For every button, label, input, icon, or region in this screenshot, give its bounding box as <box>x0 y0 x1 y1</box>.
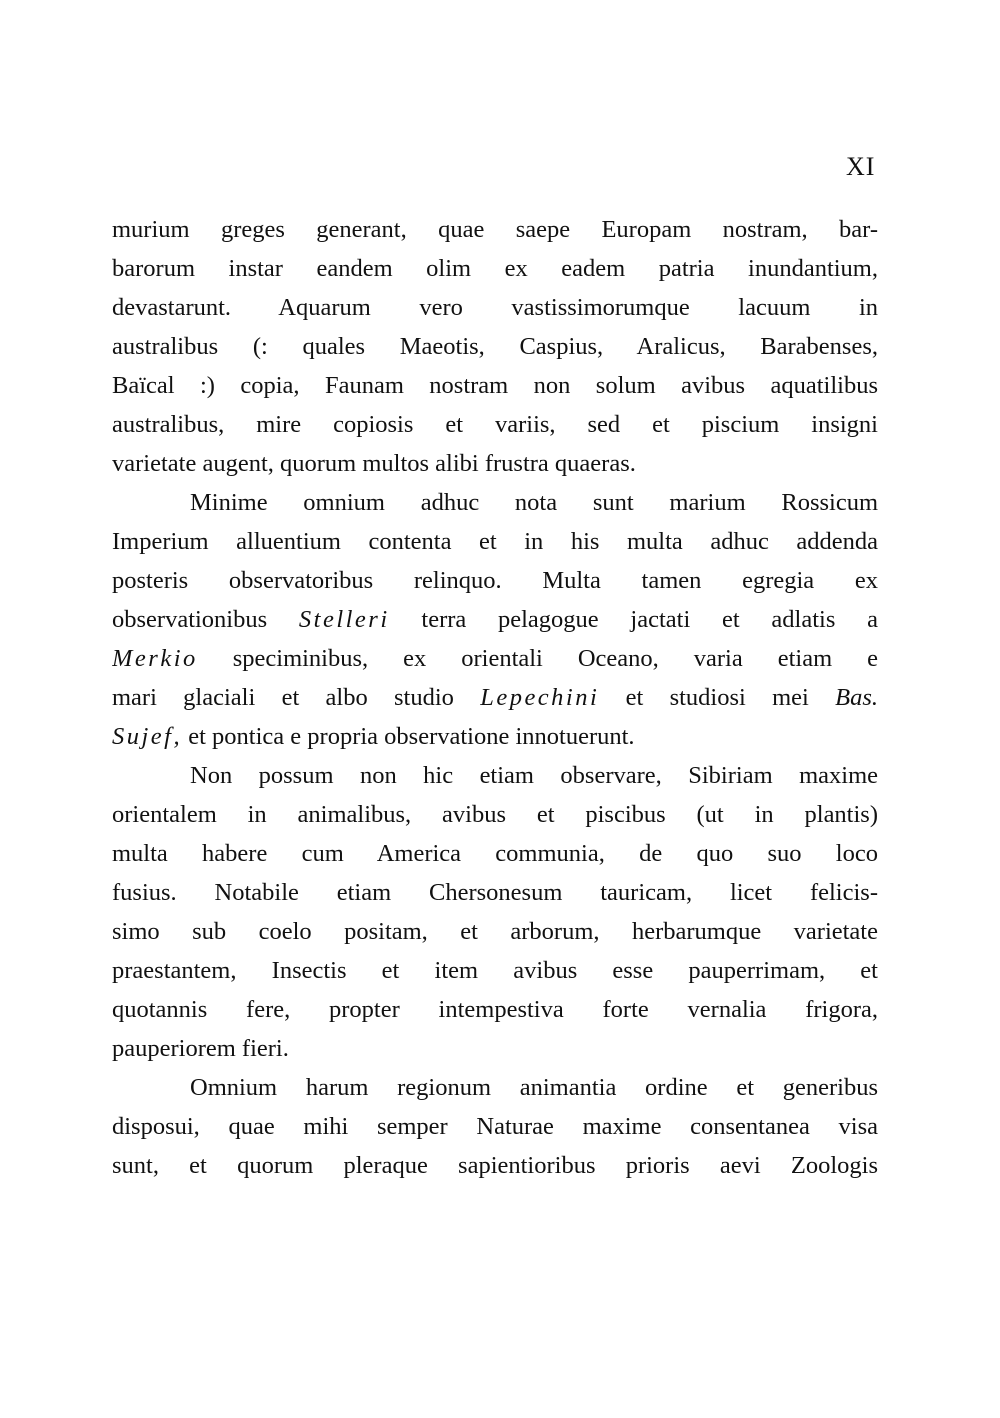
text-line: praestantem, Insectis et item avibus esse pauperrimam, et <box>112 957 878 984</box>
text-line: Baïcal :) copia, Faunam nostram non solum avibus aquatilibus <box>112 372 878 399</box>
emphasized-name: Bas. <box>835 684 878 711</box>
emphasized-name: Merkio <box>112 645 198 672</box>
line-text: observationibus <box>112 606 299 633</box>
paragraph-start-line: Non possum non hic etiam observare, Sibiriam maxime <box>190 762 878 789</box>
line-text: mari glaciali et albo studio <box>112 684 481 711</box>
text-line: murium greges generant, quae saepe Europam nostram, bar- <box>112 216 878 243</box>
text-line: pauperiorem fieri. <box>112 1035 289 1062</box>
paragraph-start-line: Minime omnium adhuc nota sunt marium Rossicum <box>190 489 878 516</box>
text-line: multa habere cum America communia, de quo suo loco <box>112 840 878 867</box>
text-line: varietate augent, quorum multos alibi frustra quaeras. <box>112 450 636 477</box>
line-text: et studiosi mei <box>599 684 836 711</box>
emphasized-name: Lepechini <box>480 684 600 711</box>
text-line: Imperium alluentium contenta et in his multa adhuc addenda <box>112 528 878 555</box>
text-line <box>112 600 878 639</box>
text-line <box>112 717 878 756</box>
emphasized-name: Stelleri <box>298 606 390 633</box>
text-line: devastarunt. Aquarum vero vastissimorumque lacuum in <box>112 294 878 321</box>
text-line: australibus (: quales Maeotis, Caspius, Aralicus, Barabenses, <box>112 333 878 360</box>
text-line: sunt, et quorum pleraque sapientioribus prioris aevi Zoologis <box>112 1152 878 1179</box>
text-line: australibus, mire copiosis et variis, sed et piscium insigni <box>112 411 878 438</box>
text-line: disposui, quae mihi semper Naturae maxime consentanea visa <box>112 1113 878 1140</box>
text-line: fusius. Notabile etiam Chersonesum tauricam, licet felicis- <box>112 879 878 906</box>
text-line: quotannis fere, propter intempestiva forte vernalia frigora, <box>112 996 878 1023</box>
emphasized-name: Sujef, <box>112 723 183 750</box>
text-line: barorum instar eandem olim ex eadem patria inundantium, <box>112 255 878 282</box>
paragraph-start-line: Omnium harum regionum animantia ordine et generibus <box>190 1074 878 1101</box>
page-number: XI <box>846 152 876 181</box>
body-text <box>112 210 878 1185</box>
line-text: speciminibus, ex orientali Oceano, varia etiam e <box>197 645 878 672</box>
text-line: simo sub coelo positam, et arborum, herbarumque varietate <box>112 918 878 945</box>
text-line: orientalem in animalibus, avibus et piscibus (ut in plantis) <box>112 801 878 828</box>
line-text: et pontica e propria observatione innotuerunt. <box>182 723 635 750</box>
line-text: terra pelagogue jactati et adlatis a <box>389 606 878 633</box>
text-line: posteris observatoribus relinquo. Multa tamen egregia ex <box>112 567 878 594</box>
text-line <box>112 678 878 717</box>
text-line <box>112 639 878 678</box>
